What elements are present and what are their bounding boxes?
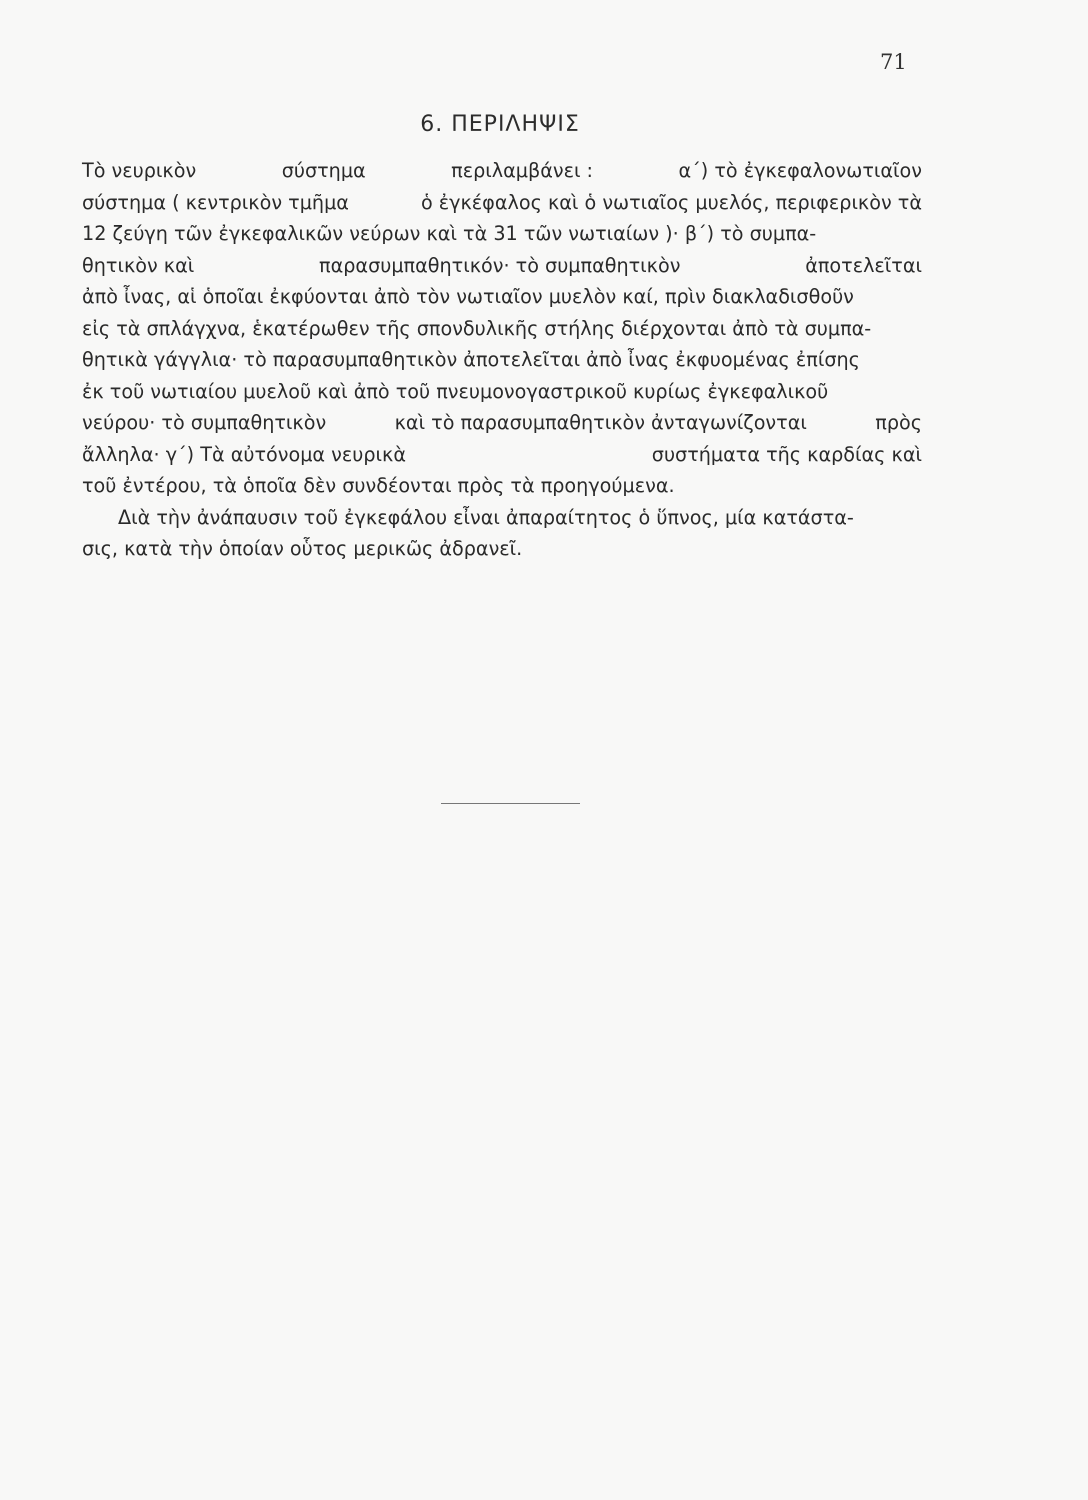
text-segment: νεύρου· τὸ συμπαθητικὸν bbox=[82, 411, 327, 434]
text-line bbox=[82, 470, 922, 502]
text-line bbox=[82, 344, 922, 376]
text-segment: Διὰ τὴν ἀνάπαυσιν τοῦ ἐγκεφάλου εἶναι ἀπαραίτητος ὁ ὕπνος, μία κατάστα- bbox=[118, 505, 854, 529]
text-segment: ἐκ τοῦ νωτιαίου μυελοῦ καὶ ἀπὸ τοῦ πνευμονογαστρικοῦ κυρίως ἐγκεφαλικοῦ bbox=[82, 379, 829, 403]
text-segment: ὁ ἐγκέφαλος καὶ ὁ νωτιαῖος μυελός, περιφερικὸν τὰ bbox=[420, 190, 922, 214]
text-segment: σις, κατὰ τὴν ὁποίαν οὗτος μερικῶς ἀδρανεῖ. bbox=[82, 537, 523, 560]
text-line bbox=[82, 313, 922, 345]
text-segment: 12 ζεύγη τῶν ἐγκεφαλικῶν νεύρων καὶ τὰ 31 τῶν νωτιαίων )· β΄) τὸ συμπα- bbox=[82, 222, 817, 245]
text-line bbox=[82, 218, 922, 250]
text-line bbox=[82, 187, 922, 219]
text-segment: πρὸς bbox=[875, 411, 922, 434]
text-segment: συστήματα τῆς καρδίας καὶ bbox=[651, 442, 922, 466]
text-segment: θητικὸν καὶ bbox=[82, 253, 195, 277]
text-segment: ἀποτελεῖται bbox=[805, 253, 922, 277]
text-line bbox=[82, 250, 922, 282]
text-segment: σύστημα bbox=[281, 159, 366, 182]
body-text bbox=[82, 155, 922, 565]
text-segment: καὶ τὸ παρασυμπαθητικὸν ἀνταγωνίζονται bbox=[394, 411, 807, 434]
text-segment: ἄλληλα· γ΄) Τὰ αὐτόνομα νευρικὰ bbox=[82, 442, 406, 466]
text-segment: θητικὰ γάγγλια· τὸ παρασυμπαθητικὸν ἀποτελεῖται ἀπὸ ἶνας ἐκφυομένας ἐπίσης bbox=[82, 348, 860, 371]
text-segment: ἀπὸ ἶνας, αἱ ὁποῖαι ἐκφύονται ἀπὸ τὸν νωτιαῖον μυελὸν καί, πρὶν διακλαδισθοῦν bbox=[82, 285, 854, 308]
text-line bbox=[82, 281, 922, 313]
text-line bbox=[82, 533, 922, 565]
text-segment: τοῦ ἐντέρου, τὰ ὁποῖα δὲν συνδέονται πρὸς τὰ προηγούμενα. bbox=[82, 474, 675, 497]
text-line bbox=[82, 155, 922, 187]
text-segment: περιλαμβάνει : bbox=[451, 159, 594, 182]
text-segment: παρασυμπαθητικόν· τὸ συμπαθητικὸν bbox=[319, 253, 681, 277]
text-segment: σύστημα ( κεντρικὸν τμῆμα bbox=[82, 190, 349, 214]
page-number: 71 bbox=[880, 50, 907, 74]
text-segment: Τὸ νευρικὸν bbox=[82, 159, 197, 182]
divider-rule bbox=[441, 803, 580, 804]
text-line bbox=[82, 376, 922, 408]
text-line bbox=[82, 439, 922, 471]
section-heading: 6. ΠΕΡΙΛΗΨΙΣ bbox=[420, 112, 580, 137]
text-segment: α΄) τὸ ἐγκεφαλονωτιαῖον bbox=[678, 159, 922, 182]
text-segment: εἰς τὰ σπλάγχνα, ἑκατέρωθεν τῆς σπονδυλικῆς στήλης διέρχονται ἀπὸ τὰ συμπα- bbox=[82, 316, 872, 340]
text-line bbox=[82, 502, 922, 534]
text-line bbox=[82, 407, 922, 439]
